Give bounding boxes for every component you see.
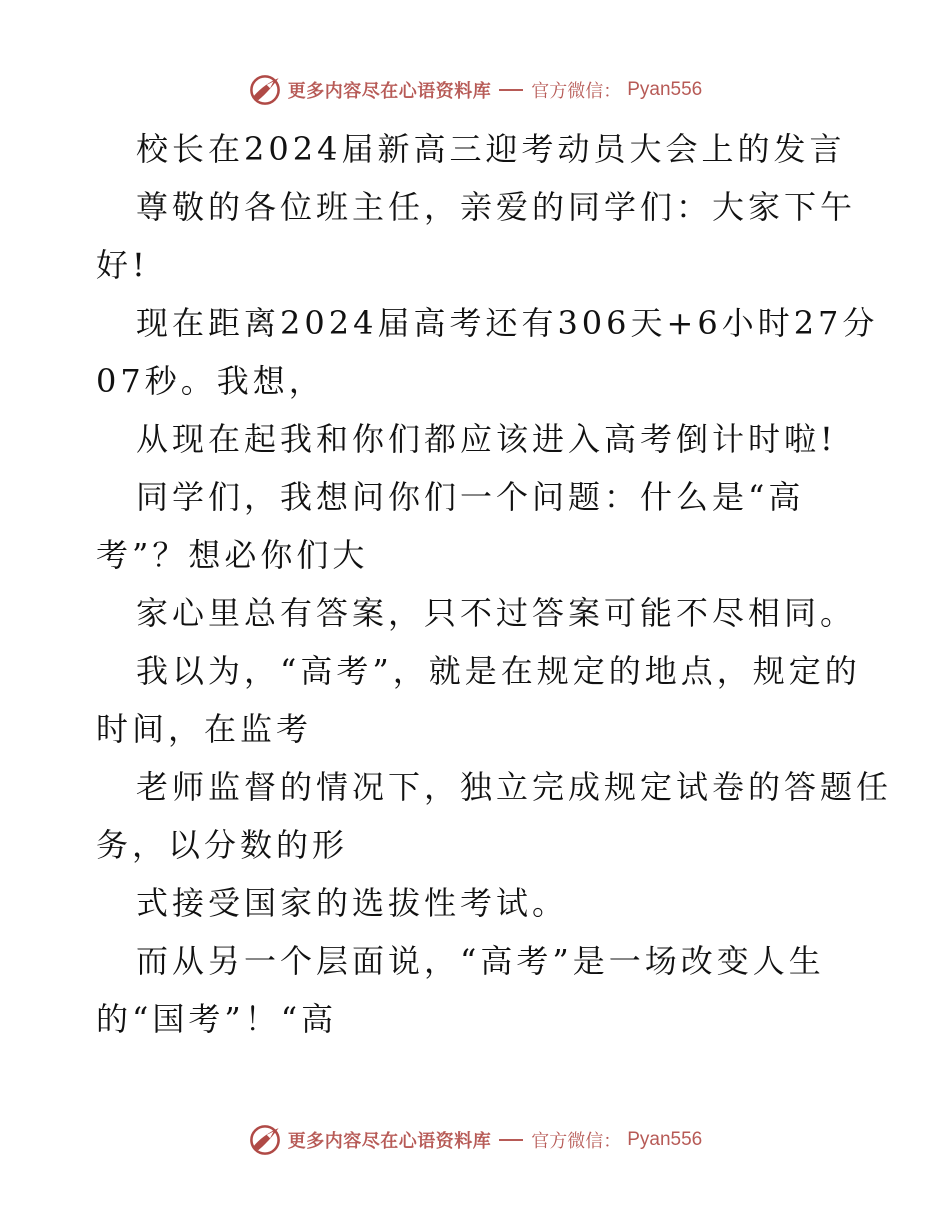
- header-dash-separator: [499, 89, 523, 91]
- footer-wechat-id: Pyan556: [627, 1129, 703, 1150]
- header-wechat-id: Pyan556: [627, 79, 703, 100]
- text-line: 家心里总有答案，只不过答案可能不尽相同。: [136, 594, 857, 632]
- footer-watermark-banner: [0, 1120, 950, 1160]
- document-title: 校长在2024届新高三迎考动员大会上的发言: [136, 130, 846, 168]
- text-line: 尊敬的各位班主任，亲爱的同学们：大家下午: [136, 188, 857, 226]
- footer-banner-inner: [248, 1123, 703, 1157]
- text-line: 而从另一个层面说，“高考”是一场改变人生: [136, 942, 825, 980]
- header-banner-inner: [248, 73, 703, 107]
- text-line: 式接受国家的选拔性考试。: [136, 884, 569, 922]
- text-line: 从现在起我和你们都应该进入高考倒计时啦!: [136, 420, 837, 458]
- header-watermark-banner: [0, 70, 950, 110]
- text-line: 我以为，“高考”，就是在规定的地点，规定的: [136, 652, 861, 690]
- footer-dash-separator: [499, 1139, 523, 1141]
- text-line: 的“国考”！“高: [96, 1000, 338, 1038]
- brand-logo-icon: [248, 73, 282, 107]
- text-line: 务，以分数的形: [96, 826, 349, 864]
- header-brand-text: 更多内容尽在心语资料库: [287, 81, 492, 102]
- brand-logo-icon: [248, 1123, 282, 1157]
- text-line: 老师监督的情况下，独立完成规定试卷的答题任: [136, 768, 893, 806]
- header-wechat-label: 官方微信：: [531, 81, 622, 102]
- document-body: [96, 120, 893, 1048]
- text-line: 同学们，我想问你们一个问题：什么是“高: [136, 478, 805, 516]
- text-line: 现在距离2024届高考还有306天+6小时27分: [136, 304, 879, 342]
- footer-brand-text: 更多内容尽在心语资料库: [287, 1131, 492, 1152]
- text-line: 07秒。我想，: [96, 362, 325, 400]
- text-line: 好!: [96, 246, 149, 284]
- footer-wechat-label: 官方微信：: [531, 1131, 622, 1152]
- text-line: 考”？想必你们大: [96, 536, 369, 574]
- text-line: 时间，在监考: [96, 710, 313, 748]
